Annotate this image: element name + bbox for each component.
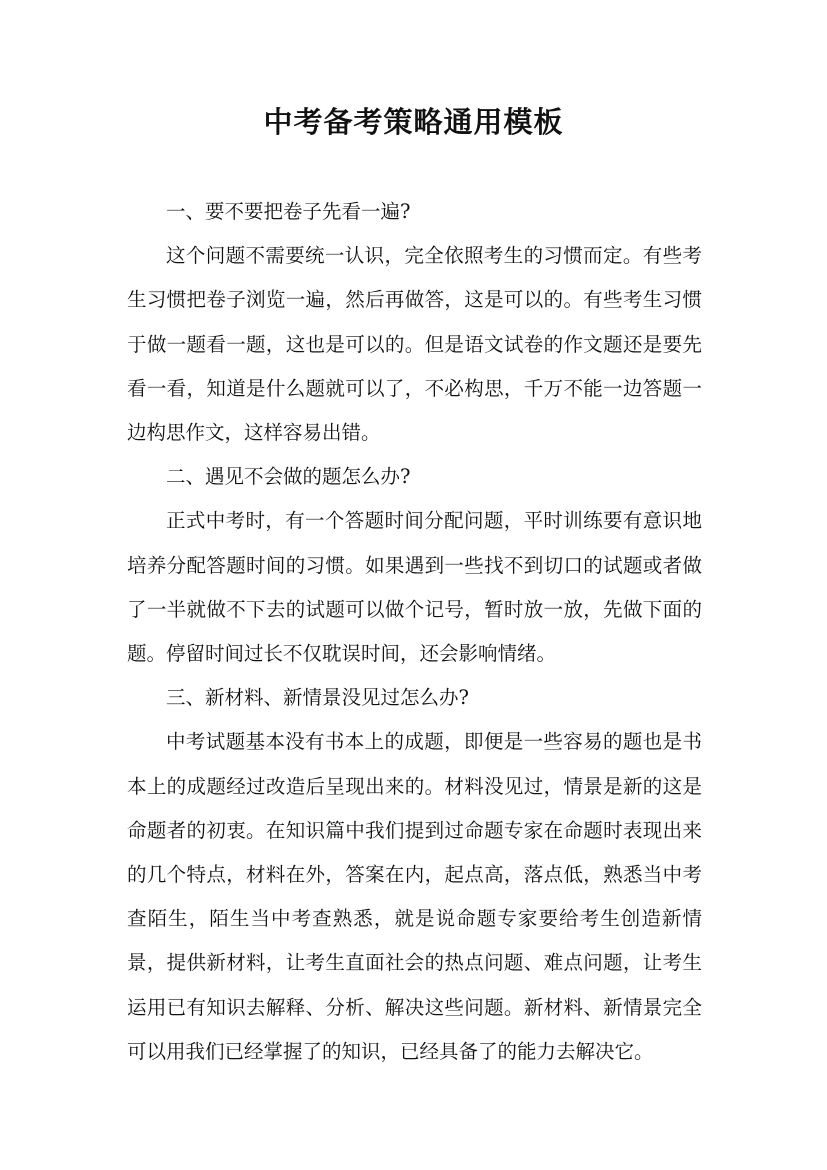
answer-paragraph-1: 这个问题不需要统一认识，完全依照考生的习惯而定。有些考生习惯把卷子浏览一遍，然后再做答，这是可以的。有些考生习惯于做一题看一题，这也是可以的。但是语文试卷的作文题还是要先看一看，知道是什么题就可以了，不必构思，千万不能一边答题一边构思作文，这样容易出错。: [127, 244, 702, 445]
question-heading-3: 三、新材料、新情景没见过怎么办?: [166, 686, 469, 710]
document-body: [127, 190, 702, 1074]
question-heading-2: 二、遇见不会做的题怎么办?: [166, 465, 411, 489]
answer-paragraph-2: 正式中考时，有一个答题时间分配问题，平时训练要有意识地培养分配答题时间的习惯。如果遇到一些找不到切口的试题或者做了一半就做不下去的试题可以做个记号，暂时放一放，先做下面的题。停留时间过长不仅耽误时间，还会影响情绪。: [127, 509, 702, 666]
document-title: 中考备考策略通用模板: [263, 105, 564, 139]
question-heading-1: 一、要不要把卷子先看一遍?: [166, 200, 411, 223]
answer-paragraph-3: 中考试题基本没有书本上的成题，即便是一些容易的题也是书本上的成题经过改造后呈现出来的。材料没见过，情景是新的这是命题者的初衷。在知识篇中我们提到过命题专家在命题时表现出来的几个特点，材料在外，答案在内，起点高，落点低，熟悉当中考查陌生，陌生当中考查熟悉，就是说命题专家要给考生创造新情景，提供新材料，让考生直面社会的热点问题、难点问题，让考生运用已有知识去解释、分析、解决这些问题。新材料、新情景完全可以用我们已经掌握了的知识，已经具备了的能力去解决它。: [127, 730, 702, 1063]
